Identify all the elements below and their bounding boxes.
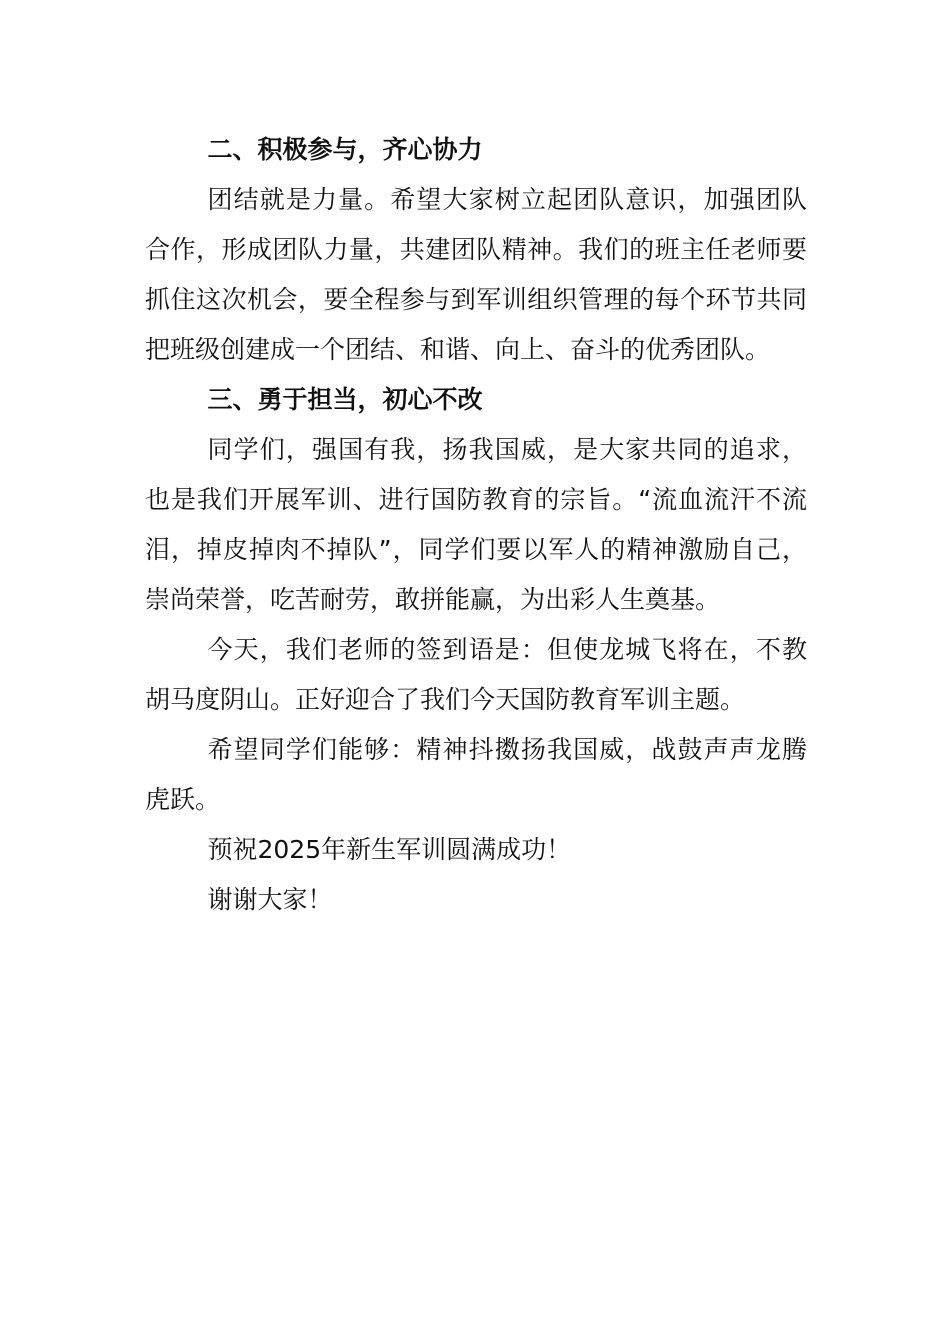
paragraph-thanks: 谢谢大家！ bbox=[207, 885, 333, 914]
document-body bbox=[145, 125, 807, 925]
paragraph-teamwork: 团结就是力量。希望大家树立起团队意识，加强团队合作，形成团队力量，共建团队精神。我们的班主任老师要抓住这次机会，要全程参与到军训组织管理的每个环节共同把班级创建成一个团结、和谐、向上、奋斗的优秀团队。 bbox=[145, 185, 807, 364]
section-heading-2: 二、积极参与，齐心协力 bbox=[207, 135, 483, 164]
section-heading-3: 三、勇于担当，初心不改 bbox=[207, 385, 483, 414]
paragraph-sign-in-quote: 今天，我们老师的签到语是：但使龙城飞将在，不教胡马度阴山。正好迎合了我们今天国防教育军训主题。 bbox=[145, 635, 807, 714]
paragraph-wish: 希望同学们能够：精神抖擞扬我国威，战鼓声声龙腾虎跃。 bbox=[145, 735, 807, 814]
paragraph-national-defense: 同学们，强国有我，扬我国威，是大家共同的追求，也是我们开展军训、进行国防教育的宗旨。“流血流汗不流泪，掉皮掉肉不掉队”，同学们要以军人的精神激励自己，崇尚荣誉，吃苦耐劳，敢拼能赢，为出彩人生奠基。 bbox=[145, 435, 807, 614]
paragraph-blessing: 预祝2025年新生军训圆满成功！ bbox=[207, 835, 572, 864]
